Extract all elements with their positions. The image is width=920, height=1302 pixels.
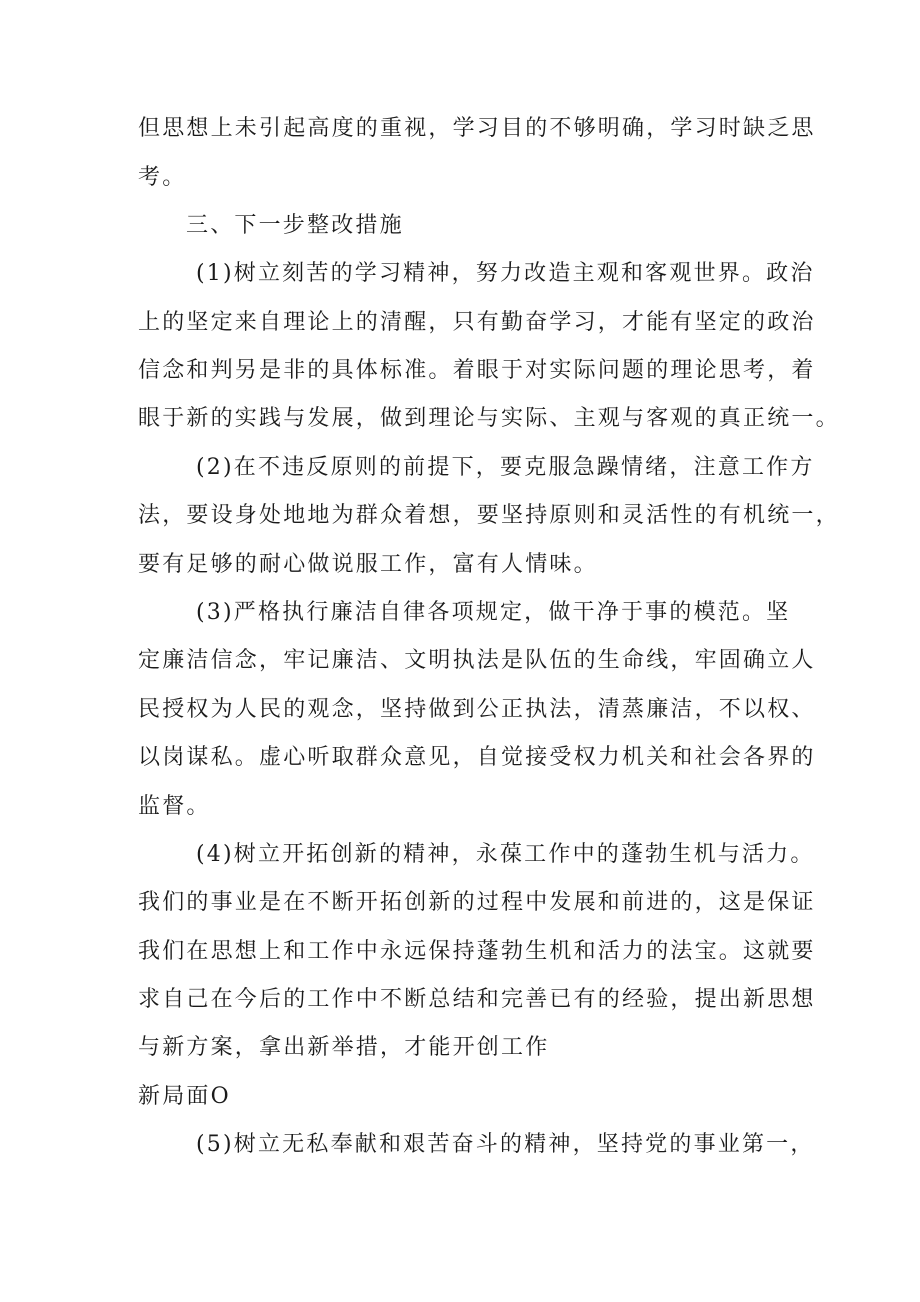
section-heading: 三、下一步整改措施 <box>186 213 404 238</box>
text-line: 我们的事业是在不断开拓创新的过程中发展和前进的，这是保证 <box>138 890 816 915</box>
text-line: 民授权为人民的观念，坚持做到公正执法，清蒸廉洁，不以权、 <box>138 697 816 722</box>
text-line: 与新方案，拿出新举措，才能开创工作 <box>138 1035 550 1060</box>
paragraph-4-start: (4)树立开拓创新的精神，永葆工作中的蓬勃生机与活力。 <box>196 842 815 867</box>
text-line: 眼于新的实践与发展，做到理论与实际、主观与客观的真正统一。 <box>138 406 840 431</box>
text-line: 考。 <box>138 165 187 190</box>
text-line: 信念和判另是非的具体标准。着眼于对实际问题的理论思考，着 <box>138 358 816 383</box>
text-line: 新局面O <box>138 1084 231 1109</box>
text-line: 监督。 <box>138 794 211 819</box>
text-line: 求自己在今后的工作中不断总结和完善已有的经验，提出新思想 <box>138 987 816 1012</box>
text-line: 定廉洁信念，牢记廉洁、文明执法是队伍的生命线，牢固确立人 <box>138 648 816 673</box>
text-line: 上的坚定来自理论上的清醒，只有勤奋学习，才能有坚定的政治 <box>138 310 816 335</box>
paragraph-5-start: (5)树立无私奉献和艰苦奋斗的精神，坚持党的事业第一， <box>196 1132 815 1157</box>
paragraph-3-start: (3)严格执行廉洁自律各项规定，做干净于事的模范。坚 <box>196 600 791 625</box>
text-line: 以岗谋私。虚心听取群众意见，自觉接受权力机关和社会各界的 <box>138 745 816 770</box>
text-line: 法，要设身处地地为群众着想，要坚持原则和灵活性的有机统一， <box>138 503 840 528</box>
paragraph-2-start: (2)在不违反原则的前提下，要克服急躁情绪，注意工作方 <box>196 455 815 480</box>
text-line: 要有足够的耐心做说服工作，富有人情味。 <box>138 552 598 577</box>
text-line: 我们在思想上和工作中永远保持蓬勃生机和活力的法宝。这就要 <box>138 939 816 964</box>
paragraph-1-start: (1)树立刻苦的学习精神，努力改造主观和客观世界。政治 <box>196 261 815 286</box>
text-line: 但思想上未引起高度的重视，学习目的不够明确，学习时缺乏思 <box>138 116 816 141</box>
